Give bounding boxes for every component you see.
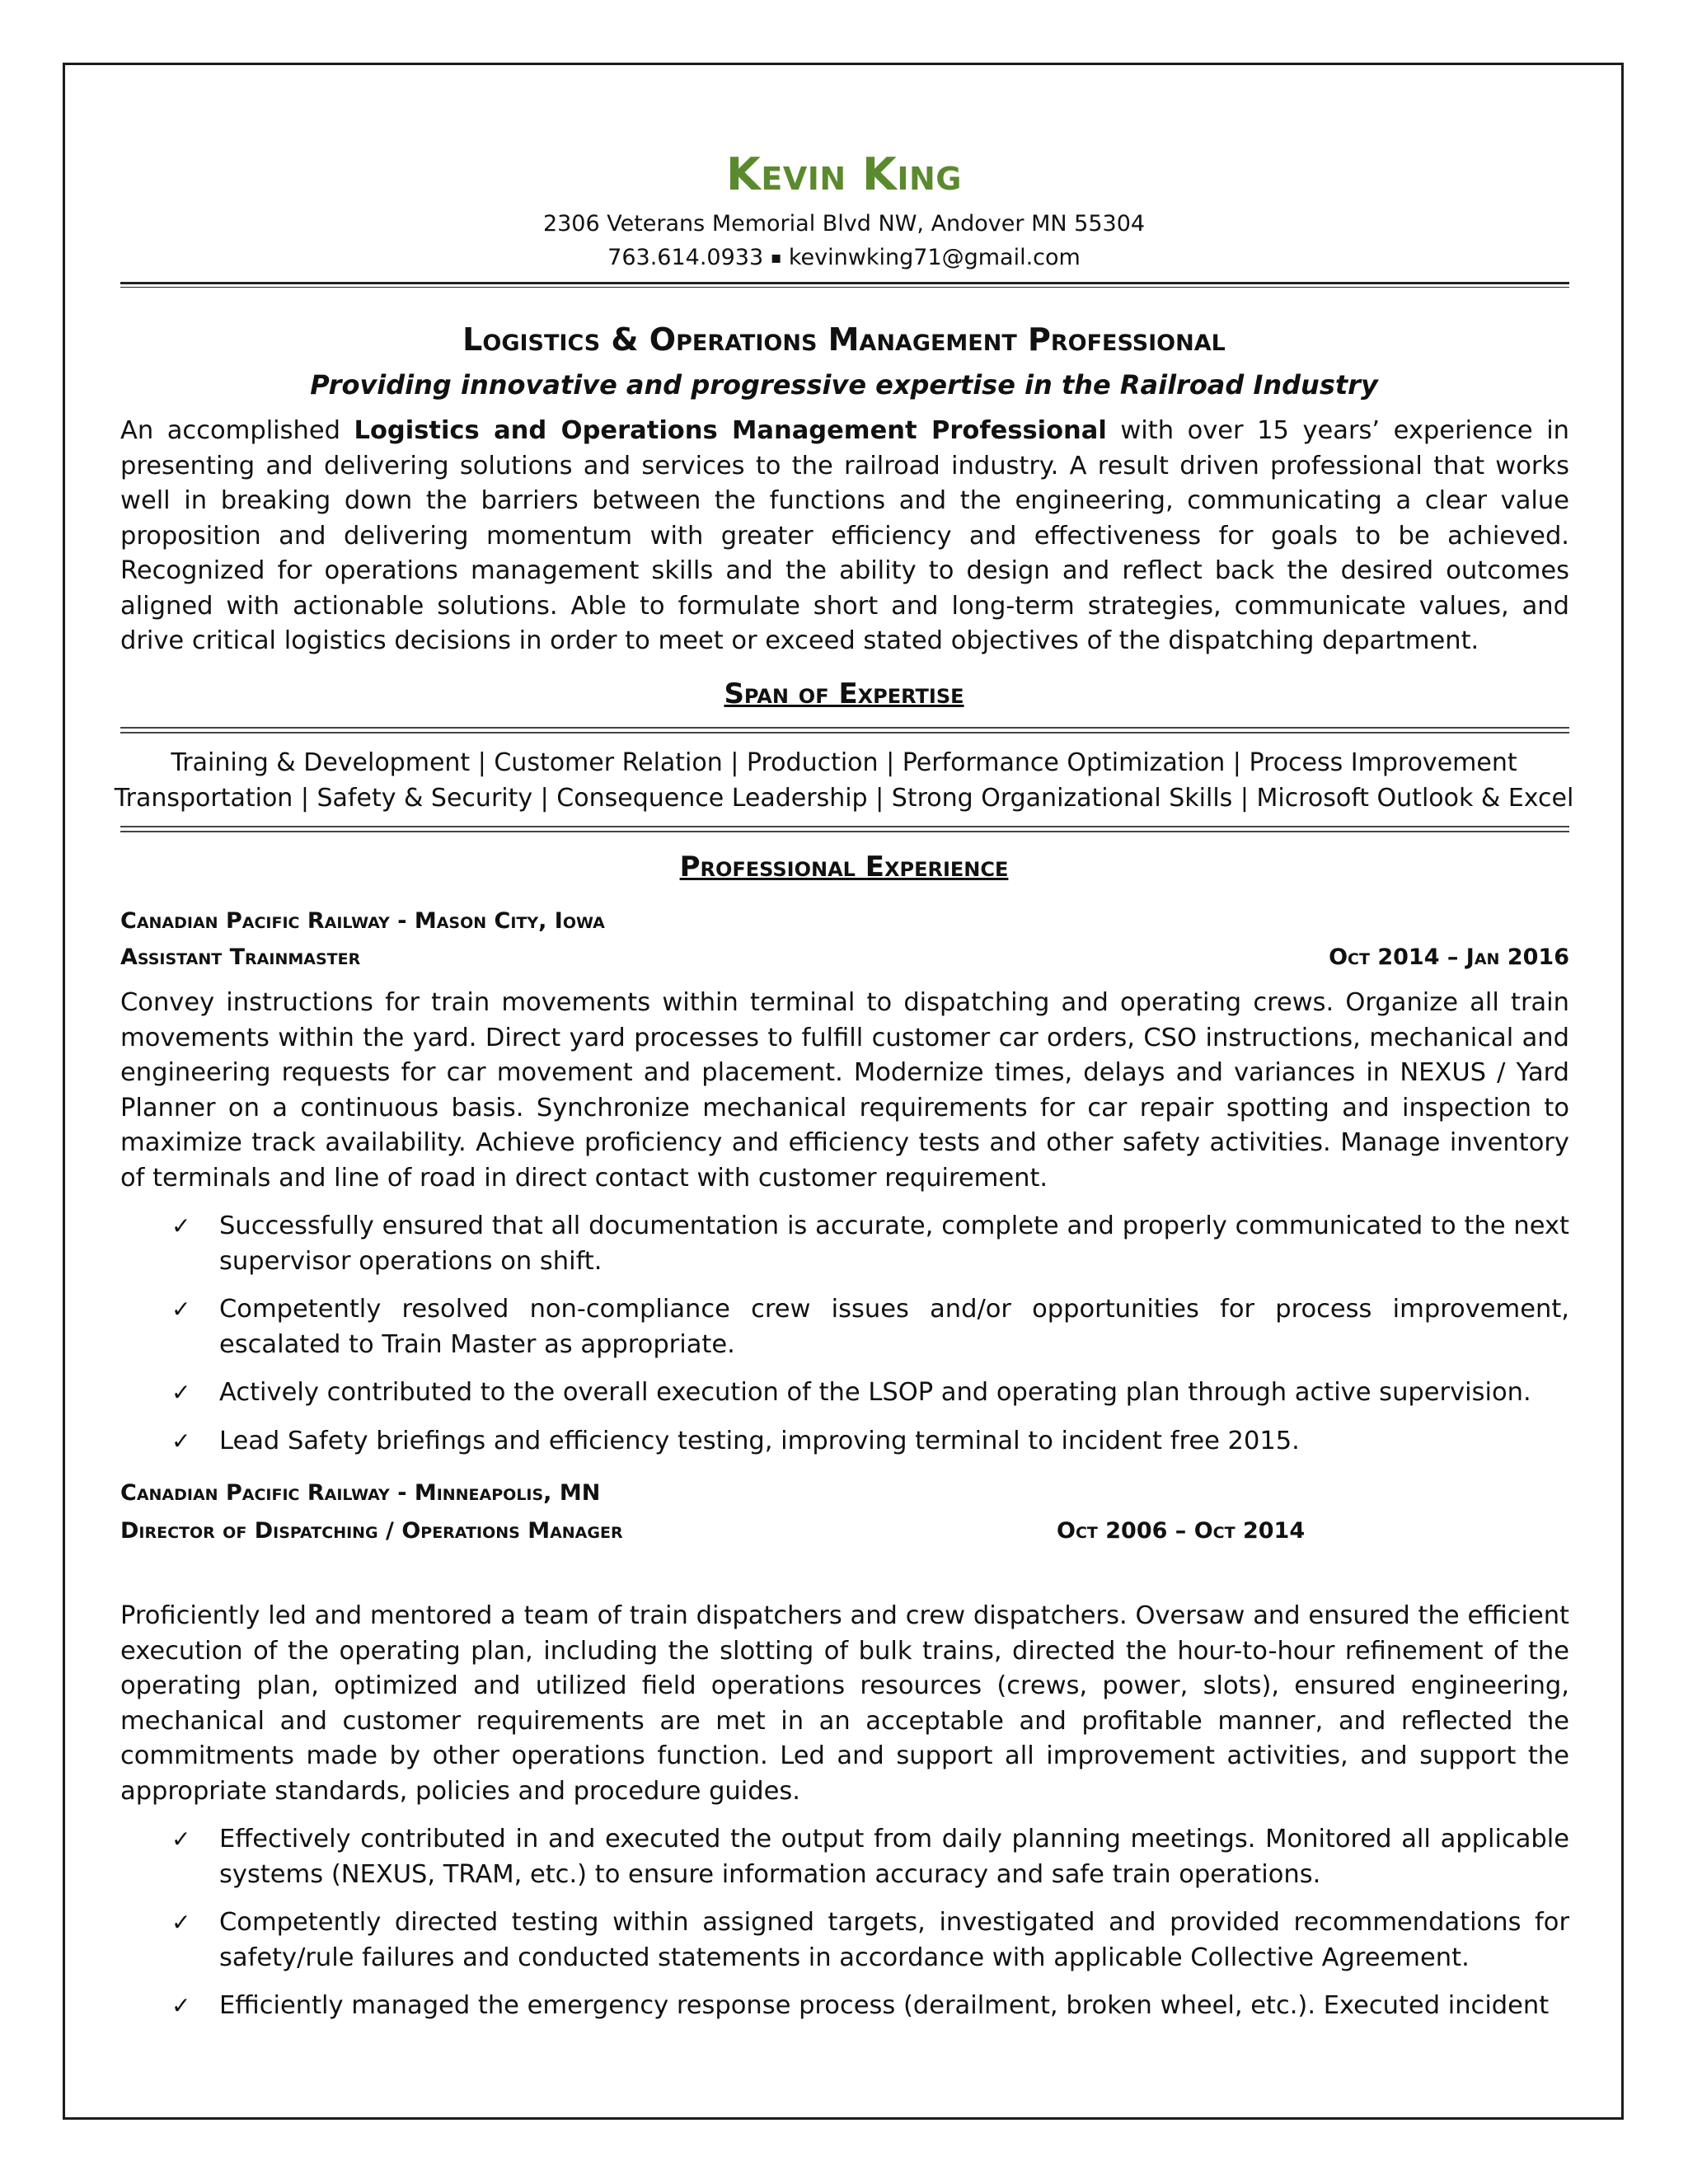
expertise-divider-top xyxy=(120,727,1569,733)
summary-prefix: An accomplished xyxy=(120,416,354,445)
checkmark-icon: ✓ xyxy=(171,1992,191,2019)
job-2-description: Proficiently led and mentored a team of train dispatchers and crew dispatchers. Oversaw and ensured the efficient execution of the operating plan, including the slotting of bulk trains, directed the hour-to-hour refinement of the operating plan, optimized and utilized field operations resources (crews, power, slots), ensured engineering, mechanical and customer requirements are met in an acceptable and profitable manner, and reflected the commitments made by other operations function. Led and support all improvement activities, and support the appropriate standards, policies and procedure guides. xyxy=(120,1601,1569,1806)
email: kevinwking71@gmail.com xyxy=(788,245,1081,270)
job-2-block xyxy=(120,1599,1569,2037)
bullet-text: Competently resolved non-compliance crew issues and/or opportunities for process improvement, escalated to Train Master as appropriate. xyxy=(219,1295,1569,1359)
list-item xyxy=(120,1989,1569,2024)
job-1-bullets xyxy=(120,1209,1569,1459)
checkmark-icon: ✓ xyxy=(171,1296,191,1323)
job-2-dates: Oct 2006 – Oct 2014 xyxy=(1057,1518,1306,1544)
list-item xyxy=(120,1905,1569,1975)
candidate-name: Kevin King xyxy=(726,148,962,200)
list-item xyxy=(120,1376,1569,1411)
job-2-role: Director of Dispatching / Operations Manager xyxy=(120,1518,623,1544)
experience-title: Professional Experience xyxy=(679,851,1009,883)
bullet-text: Successfully ensured that all documentation is accurate, complete and properly communicated to the next supervisor operations on shift. xyxy=(219,1212,1569,1276)
bullet-text: Actively contributed to the overall execution of the LSOP and operating plan through active supervision. xyxy=(219,1378,1531,1407)
job-2-company: Canadian Pacific Railway - Minneapolis, MN xyxy=(120,1480,601,1506)
list-item xyxy=(120,1209,1569,1279)
expertise-title: Span of Expertise xyxy=(724,677,964,710)
summary-bold: Logistics and Operations Management Professional xyxy=(354,416,1107,445)
skills-line-1: Training & Development | Customer Relation | Production | Performance Optimization | Process Improvement xyxy=(171,748,1517,777)
job-2-bullets xyxy=(120,1822,1569,2024)
list-item xyxy=(120,1424,1569,1460)
list-item xyxy=(120,1292,1569,1362)
bullet-text: Competently directed testing within assigned targets, investigated and provided recommendations for safety/rule failures and conducted statements in accordance with applicable Collective Agreement. xyxy=(219,1908,1569,1972)
phone: 763.614.0933 xyxy=(607,245,764,270)
skills-line-2: Transportation | Safety & Security | Consequence Leadership | Strong Organizational Skills | Microsoft Outlook & Excel xyxy=(114,784,1574,813)
job-1-dates: Oct 2014 – Jan 2016 xyxy=(1329,944,1569,970)
job-1-company: Canadian Pacific Railway - Mason City, Iowa xyxy=(120,908,605,934)
checkmark-icon: ✓ xyxy=(171,1212,191,1240)
summary-rest: with over 15 years’ experience in presenting and delivering solutions and services to the railroad industry. A result driven professional that works well in breaking down the barriers between the functions and the engineering, communicating a clear value proposition and delivering momentum with greater efficiency and effectiveness for goals to be achieved. Recognized for operations management skills and the ability to design and reflect back the desired outcomes aligned with actionable solutions. Able to formulate short and long-term strategies, communicate values, and drive critical logistics decisions in order to meet or exceed stated objectives of the dispatching department. xyxy=(120,416,1570,655)
bullet-text: Lead Safety briefings and efficiency testing, improving terminal to incident free 2015. xyxy=(219,1426,1300,1455)
checkmark-icon: ✓ xyxy=(171,1909,191,1936)
address: 2306 Veterans Memorial Blvd NW, Andover MN 55304 xyxy=(542,211,1146,237)
job-1-block xyxy=(120,986,1569,1472)
tagline: Providing innovative and progressive expertise in the Railroad Industry xyxy=(310,369,1378,401)
checkmark-icon: ✓ xyxy=(171,1825,191,1853)
job-1-role: Assistant Trainmaster xyxy=(120,944,361,970)
contact-line xyxy=(0,245,1688,270)
job-1-description: Convey instructions for train movements within terminal to dispatching and operating crews. Organize all train movements within the yard. Direct yard processes to fulfill customer car orders, CSO instructions, mechanical and engineering requests for car movement and placement. Modernize times, delays and variances in NEXUS / Yard Planner on a continuous basis. Synchronize mechanical requirements for car repair spotting and inspection to maximize track availability. Achieve proficiency and efficiency tests and other safety activities. Manage inventory of terminals and line of road in direct contact with customer requirement. xyxy=(120,988,1569,1193)
headline: Logistics & Operations Management Professional xyxy=(462,321,1226,358)
bullet-text: Effectively contributed in and executed the output from daily planning meetings. Monitored all applicable systems (NEXUS, TRAM, etc.) to ensure information accuracy and safe train operations. xyxy=(219,1825,1569,1889)
separator-glyph: ▪ xyxy=(770,247,782,267)
header-divider xyxy=(120,282,1569,288)
summary-block xyxy=(120,414,1569,659)
summary-paragraph xyxy=(120,414,1569,659)
checkmark-icon: ✓ xyxy=(171,1379,191,1406)
checkmark-icon: ✓ xyxy=(171,1427,191,1455)
bullet-text: Efficiently managed the emergency response process (derailment, broken wheel, etc.). Executed incident xyxy=(219,1991,1550,2020)
list-item xyxy=(120,1822,1569,1892)
expertise-divider-bottom xyxy=(120,826,1569,832)
